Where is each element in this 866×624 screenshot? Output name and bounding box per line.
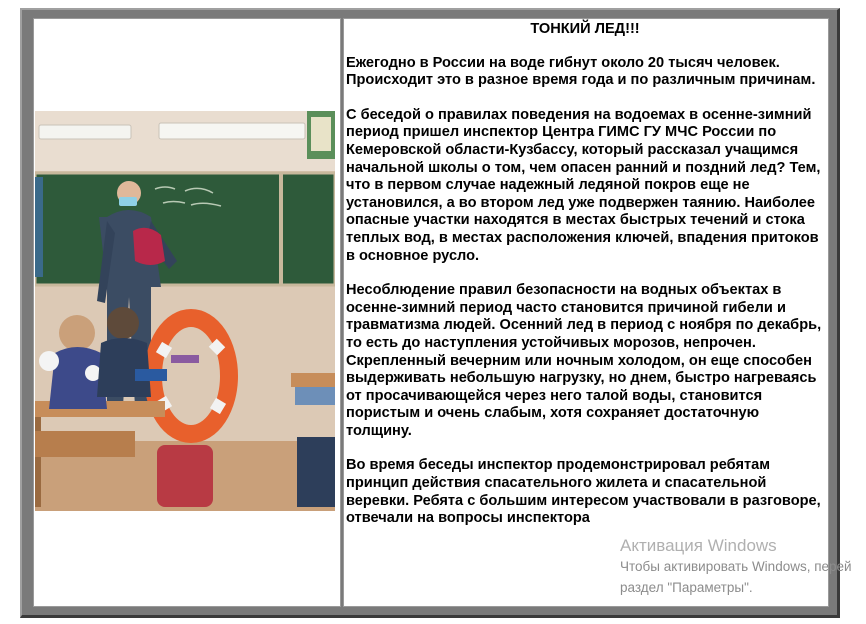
watermark-line-1: Чтобы активировать Windows, перей — [620, 559, 852, 574]
article-body — [346, 21, 824, 545]
article-title: ТОНКИЙ ЛЕД!!! — [530, 21, 640, 37]
watermark-title: Активация Windows — [620, 536, 777, 555]
article-paragraph-3: Несоблюдение правил безопасности на водных объектах в осенне-зимний период часто становится причиной гибели и травматизма людей. Осенний лед в период с ноября по декабрь, то есть до наступления устойчивых морозов, непрочен. Скрепленный вечерним или ночным холодом, он еще способен выдерживать небольшую нагрузку, но днем, быстро нагреваясь от просачивающейся через него талой воды, становится пористым и очень слабым, хотя сохраняет достаточную толщину. — [346, 282, 822, 439]
photo-cell — [33, 18, 341, 607]
article-frame — [20, 8, 840, 618]
text-cell — [343, 18, 829, 607]
article-paragraph-4: Во время беседы инспектор продемонстрировал ребятам принцип действия спасательного жилета и спасательной веревки. Ребята с большим интересом участвовали в разговоре, отвечали на вопросы инспектора — [346, 457, 821, 527]
watermark-line-2: раздел "Параметры". — [620, 580, 753, 595]
windows-activation-watermark — [620, 536, 852, 598]
classroom-photo — [35, 111, 335, 511]
article-paragraph-2: С беседой о правилах поведения на водоемах в осенне-зимний период пришел инспектор Центра ГИМС ГУ МЧС России по Кемеровской области-Кузбассу, который рассказал учащимся начальной школы о том, чем опасен ранний и поздний лед? Тем, что в первом случае надежный ледяной покров еще не установился, а во втором лед уже подвержен таянию. Наиболее опасные участки находятся в местах быстрых течений и стока теплых вод, в местах расположения ключей, впадения притоков в основное русло. — [346, 106, 821, 264]
article-paragraph-1: Ежегодно в России на воде гибнут около 20 тысяч человек. Происходит это в разное время года и по различным причинам. — [346, 54, 816, 89]
classroom-photo-illustration — [35, 111, 335, 511]
